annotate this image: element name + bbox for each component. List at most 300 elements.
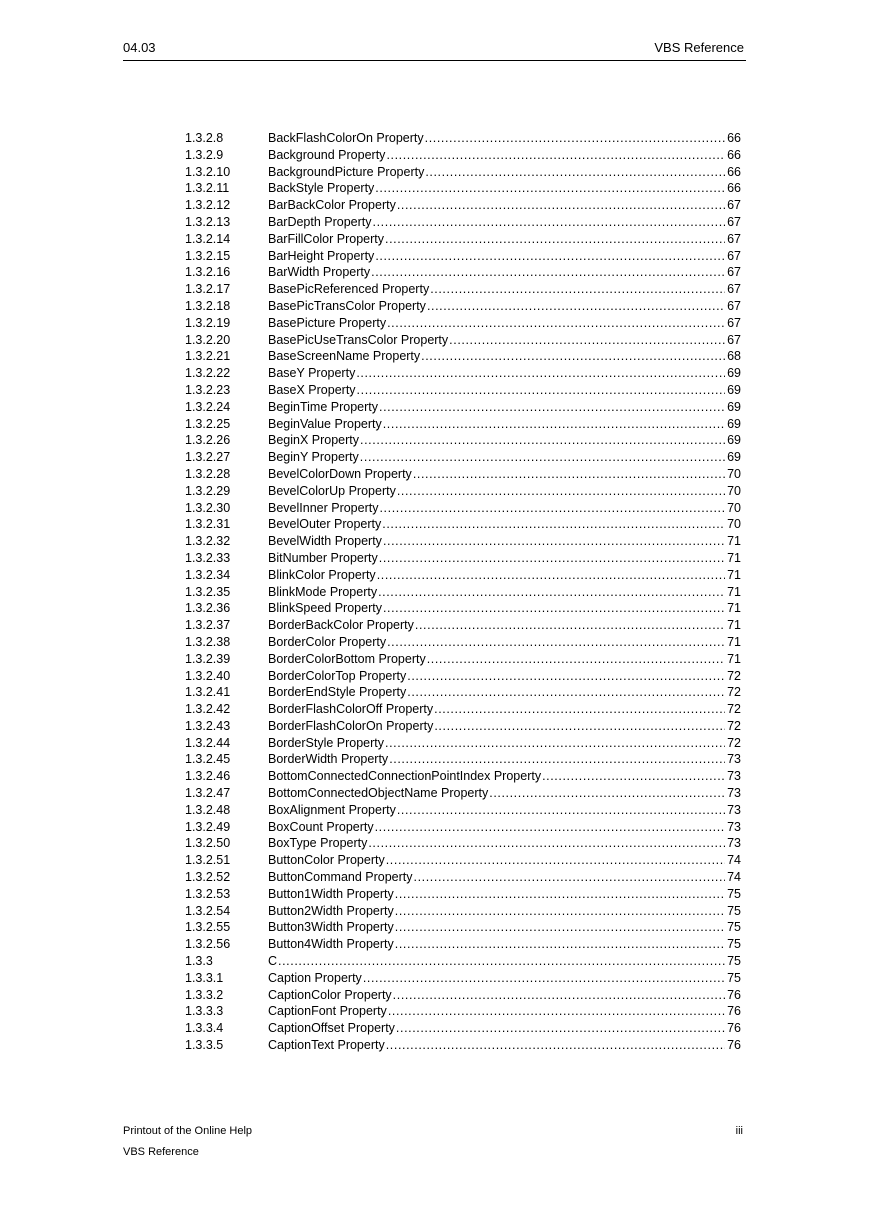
toc-row[interactable] [185,348,741,365]
toc-row[interactable] [185,550,741,567]
toc-number: 1.3.3.3 [185,1004,224,1019]
toc-number: 1.3.2.27 [185,450,231,465]
toc-entry[interactable] [268,1020,741,1037]
footer-source: Printout of the Online Help [123,1125,253,1137]
toc-number: 1.3.2.20 [185,332,231,347]
toc-row[interactable] [185,197,741,214]
toc-row[interactable] [185,231,741,248]
toc-page: 71 [727,567,741,582]
toc-entry[interactable] [268,903,741,920]
toc-title[interactable]: Button1Width Property [268,886,394,901]
toc-entry[interactable] [268,281,741,298]
toc-title[interactable]: BeginTime Property [268,399,378,414]
toc-number: 1.3.2.35 [185,584,231,599]
toc-leader-dots [387,315,725,332]
toc-number: 1.3.2.19 [185,315,231,330]
toc-row[interactable] [185,180,741,197]
toc-number: 1.3.2.41 [185,685,231,700]
toc-leader-dots [395,936,725,953]
toc-number: 1.3.2.34 [185,567,231,582]
toc-row[interactable] [185,567,741,584]
toc-row[interactable] [185,684,741,701]
toc-row[interactable] [185,668,741,685]
toc-entry[interactable] [268,516,741,533]
toc-page: 69 [727,416,741,431]
toc-number: 1.3.2.37 [185,618,231,633]
toc-leader-dots [356,365,725,382]
toc-title[interactable]: BitNumber Property [268,550,378,565]
toc-leader-dots [363,970,725,987]
toc-entry[interactable] [268,248,741,265]
toc-entry[interactable] [268,348,741,365]
toc-page: 67 [727,265,741,280]
toc-entry[interactable] [268,432,741,449]
toc-number: 1.3.2.29 [185,483,231,498]
toc-entry[interactable] [268,332,741,349]
toc-row[interactable] [185,449,741,466]
toc-leader-dots [427,651,725,668]
toc-leader-dots [385,231,725,248]
toc-leader-dots [542,768,725,785]
page-header [123,40,746,61]
toc-page: 72 [727,735,741,750]
toc-leader-dots [395,886,725,903]
toc-title[interactable]: BottomConnectedObjectName Property [268,786,489,801]
toc-entry[interactable] [268,751,741,768]
toc-number: 1.3.2.15 [185,248,231,263]
toc-entry[interactable] [268,500,741,517]
toc-title[interactable]: BoxType Property [268,836,368,851]
toc-entry[interactable] [268,382,741,399]
toc-title[interactable]: Button2Width Property [268,903,394,918]
toc-page: 66 [727,181,741,196]
toc-number: 1.3.2.26 [185,433,231,448]
toc-number: 1.3.2.42 [185,702,231,717]
toc-row[interactable] [185,516,741,533]
toc-entry[interactable] [268,701,741,718]
toc-title[interactable]: BaseX Property [268,382,356,397]
toc-entry[interactable] [268,617,741,634]
toc-number: 1.3.2.24 [185,399,231,414]
toc-page: 69 [727,433,741,448]
toc-number: 1.3.2.16 [185,265,231,280]
toc-entry[interactable] [268,197,741,214]
toc-leader-dots [430,281,725,298]
toc-number: 1.3.2.8 [185,131,224,145]
toc-number: 1.3.2.53 [185,886,231,901]
toc-title[interactable]: BasePicture Property [268,315,387,330]
toc-title[interactable]: BlinkColor Property [268,567,376,582]
toc-row[interactable] [185,634,741,651]
toc-entry[interactable] [268,315,741,332]
toc-row[interactable] [185,298,741,315]
toc-leader-dots [371,264,725,281]
toc-number: 1.3.2.31 [185,517,231,532]
toc-entry[interactable] [268,365,741,382]
toc-page: 75 [727,920,741,935]
toc-title[interactable]: BorderColorBottom Property [268,651,426,666]
toc-entry[interactable] [268,684,741,701]
toc-number: 1.3.2.14 [185,231,231,246]
toc-leader-dots [378,584,725,601]
toc-leader-dots [388,1003,725,1020]
toc-leader-dots [383,600,725,617]
toc-title[interactable]: CaptionText Property [268,1038,385,1053]
toc-leader-dots [375,248,725,265]
toc-page: 67 [727,298,741,313]
toc-title[interactable]: BevelColorDown Property [268,466,412,481]
toc-entry[interactable] [268,180,741,197]
toc-title[interactable]: Button4Width Property [268,937,394,952]
toc-leader-dots [357,382,726,399]
toc-row[interactable] [185,214,741,231]
toc-title[interactable]: BackFlashColorOn Property [268,131,424,145]
toc-row[interactable] [185,869,741,886]
toc-row[interactable] [185,735,741,752]
toc-number: 1.3.3.2 [185,987,224,1002]
toc-leader-dots [395,919,725,936]
toc-leader-dots [379,500,725,517]
toc-leader-dots [386,147,725,164]
toc-title[interactable]: BevelInner Property [268,500,379,515]
toc-page: 70 [727,500,741,515]
footer-title: VBS Reference [123,1146,199,1158]
toc-page: 69 [727,382,741,397]
toc-leader-dots [389,751,725,768]
toc-row[interactable] [185,617,741,634]
toc-entry[interactable] [268,164,741,181]
toc-number: 1.3.2.11 [185,181,230,196]
toc-leader-dots [382,516,725,533]
toc-number: 1.3.2.48 [185,802,231,817]
toc-entry[interactable] [268,550,741,567]
toc-page: 71 [727,634,741,649]
toc-row[interactable] [185,264,741,281]
toc-entry[interactable] [268,936,741,953]
toc-title[interactable]: BarHeight Property [268,248,375,263]
toc-number: 1.3.3 [185,954,213,969]
toc-page: 73 [727,802,741,817]
toc-row[interactable] [185,315,741,332]
toc-title[interactable]: BorderColorTop Property [268,668,407,683]
toc-entry[interactable] [268,718,741,735]
toc-page: 72 [727,718,741,733]
toc-number: 1.3.3.1 [185,970,224,985]
header-date: 04.03 [123,40,156,55]
toc-entry[interactable] [268,651,741,668]
toc-title[interactable]: Background Property [268,147,386,162]
toc-entry[interactable] [268,919,741,936]
toc-entry[interactable] [268,567,741,584]
toc-title[interactable]: Caption Property [268,970,362,985]
toc-number: 1.3.2.50 [185,836,231,851]
toc-entry[interactable] [268,416,741,433]
toc-number: 1.3.2.56 [185,937,231,952]
toc-page: 76 [727,1004,741,1019]
toc-leader-dots [373,214,726,231]
toc-entry[interactable] [268,852,741,869]
toc-title[interactable]: BasePicReferenced Property [268,282,430,297]
toc-title[interactable]: BarBackColor Property [268,198,396,213]
toc-title[interactable]: CaptionOffset Property [268,1021,395,1036]
toc-title[interactable]: BlinkMode Property [268,584,378,599]
toc-page: 71 [727,584,741,599]
toc-page: 67 [727,214,741,229]
toc-leader-dots [368,835,725,852]
toc-leader-dots [375,819,725,836]
toc-leader-dots [383,416,725,433]
toc-page: 73 [727,819,741,834]
toc-number: 1.3.2.32 [185,534,231,549]
toc-row[interactable] [185,953,741,970]
toc-row[interactable] [185,819,741,836]
toc-page: 75 [727,970,741,985]
toc-entry[interactable] [268,869,741,886]
toc-leader-dots [449,332,725,349]
toc-title[interactable]: BackgroundPicture Property [268,164,425,179]
toc-title[interactable]: BoxAlignment Property [268,802,396,817]
toc-title[interactable]: BaseScreenName Property [268,349,421,364]
toc-leader-dots [379,550,725,567]
toc-row[interactable] [185,332,741,349]
toc-row[interactable] [185,432,741,449]
toc-entry[interactable] [268,970,741,987]
toc-page: 75 [727,886,741,901]
toc-title[interactable]: BarDepth Property [268,214,372,229]
toc-row[interactable] [185,147,741,164]
toc-entry[interactable] [268,600,741,617]
toc-title[interactable]: BarFillColor Property [268,231,385,246]
toc-number: 1.3.2.55 [185,920,231,935]
toc-row[interactable] [185,751,741,768]
toc-page: 67 [727,248,741,263]
toc-page: 71 [727,534,741,549]
toc-leader-dots [395,903,725,920]
toc-number: 1.3.2.44 [185,735,231,750]
toc-page: 74 [727,870,741,885]
toc-number: 1.3.2.49 [185,819,231,834]
toc-entry[interactable] [268,886,741,903]
toc-page: 72 [727,668,741,683]
toc-row[interactable] [185,399,741,416]
toc-row[interactable] [185,768,741,785]
toc-leader-dots [383,533,725,550]
toc-number: 1.3.3.5 [185,1038,224,1053]
toc-entry[interactable] [268,466,741,483]
toc-leader-dots [397,197,725,214]
toc-page: 70 [727,483,741,498]
toc-number: 1.3.2.43 [185,718,231,733]
toc-leader-dots [407,668,725,685]
toc-number: 1.3.3.4 [185,1021,224,1036]
toc-number: 1.3.2.45 [185,752,231,767]
toc-row[interactable] [185,164,741,181]
toc-leader-dots [360,449,725,466]
toc-leader-dots [414,869,726,886]
toc-entry[interactable] [268,231,741,248]
toc-number: 1.3.2.38 [185,634,231,649]
toc-entry[interactable] [268,399,741,416]
toc-row[interactable] [185,600,741,617]
toc-leader-dots [385,735,725,752]
toc-row[interactable] [185,365,741,382]
toc-row[interactable] [185,1037,741,1054]
toc-title[interactable]: ButtonCommand Property [268,870,413,885]
toc-row[interactable] [185,919,741,936]
toc-number: 1.3.2.18 [185,298,231,313]
toc-number: 1.3.2.39 [185,651,231,666]
toc-row[interactable] [185,852,741,869]
toc-row[interactable] [185,701,741,718]
toc-entry[interactable] [268,1037,741,1054]
toc-number: 1.3.2.9 [185,147,224,162]
toc-leader-dots [407,684,725,701]
toc-row[interactable] [185,533,741,550]
toc-title[interactable]: C [268,954,278,969]
toc-leader-dots [421,348,725,365]
toc-title[interactable]: BevelColorUp Property [268,483,396,498]
toc-page: 76 [727,1038,741,1053]
toc-row[interactable] [185,500,741,517]
toc-title[interactable]: BlinkSpeed Property [268,601,382,616]
toc-leader-dots [375,180,725,197]
toc-leader-dots [278,953,725,970]
toc-entry[interactable] [268,835,741,852]
toc-page: 71 [727,550,741,565]
toc-page: 74 [727,853,741,868]
toc-number: 1.3.2.12 [185,198,231,213]
toc-row[interactable] [185,970,741,987]
toc-page: 71 [727,651,741,666]
toc-leader-dots [434,701,725,718]
toc-entry[interactable] [268,785,741,802]
toc-row[interactable] [185,651,741,668]
toc-leader-dots [397,483,725,500]
toc-page: 76 [727,987,741,1002]
toc-row[interactable] [185,483,741,500]
toc-number: 1.3.2.52 [185,870,231,885]
toc-leader-dots [387,634,725,651]
toc-row[interactable] [185,416,741,433]
toc-row[interactable] [185,584,741,601]
toc-row[interactable] [185,903,741,920]
toc-page: 66 [727,131,741,145]
toc-entry[interactable] [268,1003,741,1020]
toc-entry[interactable] [268,953,741,970]
toc-entry[interactable] [268,584,741,601]
toc-number: 1.3.2.30 [185,500,231,515]
toc-title[interactable]: BasePicTransColor Property [268,298,426,313]
toc-leader-dots [379,399,725,416]
toc-title[interactable]: BevelWidth Property [268,534,382,549]
toc-number: 1.3.2.46 [185,769,231,784]
toc-row[interactable] [185,987,741,1004]
toc-page: 67 [727,282,741,297]
toc-leader-dots [396,1020,725,1037]
toc-page: 72 [727,702,741,717]
toc-title[interactable]: CaptionFont Property [268,1004,387,1019]
toc-row[interactable] [185,785,741,802]
toc-row[interactable] [185,281,741,298]
toc-title[interactable]: Button3Width Property [268,920,394,935]
toc-entry[interactable] [268,533,741,550]
toc-leader-dots [427,298,725,315]
toc-entry[interactable] [268,264,741,281]
toc-leader-dots [413,466,725,483]
toc-page: 70 [727,466,741,481]
toc-leader-dots [393,987,725,1004]
toc-title[interactable]: BeginY Property [268,450,359,465]
toc-title[interactable]: BackStyle Property [268,181,375,196]
toc-title[interactable]: BarWidth Property [268,265,371,280]
toc-row[interactable] [185,130,741,147]
toc-page: 69 [727,366,741,381]
toc-title[interactable]: BottomConnectedConnectionPointIndex Property [268,769,542,784]
toc-entry[interactable] [268,214,741,231]
toc-number: 1.3.2.36 [185,601,231,616]
toc-title[interactable]: BorderColor Property [268,634,387,649]
toc-page: 75 [727,903,741,918]
toc-number: 1.3.2.17 [185,282,231,297]
toc-entry[interactable] [268,130,741,147]
toc-title[interactable]: BeginValue Property [268,416,382,431]
toc-row[interactable] [185,248,741,265]
toc-leader-dots [397,802,725,819]
toc-entry[interactable] [268,819,741,836]
toc-entry[interactable] [268,449,741,466]
toc-title[interactable]: BevelOuter Property [268,517,382,532]
toc-entry[interactable] [268,147,741,164]
toc-entry[interactable] [268,634,741,651]
toc-entry[interactable] [268,802,741,819]
toc-number: 1.3.2.10 [185,164,231,179]
toc-page: 73 [727,786,741,801]
toc-entry[interactable] [268,735,741,752]
toc-leader-dots [415,617,725,634]
toc-row[interactable] [185,936,741,953]
toc-entry[interactable] [268,987,741,1004]
toc-title[interactable]: BasePicUseTransColor Property [268,332,449,347]
toc-title[interactable]: BorderWidth Property [268,752,389,767]
toc-title[interactable]: BorderBackColor Property [268,618,414,633]
toc-row[interactable] [185,718,741,735]
toc-entry[interactable] [268,298,741,315]
toc-title[interactable]: BorderFlashColorOff Property [268,702,434,717]
toc-title[interactable]: BorderStyle Property [268,735,385,750]
toc-row[interactable] [185,382,741,399]
toc-row[interactable] [185,886,741,903]
toc-entry[interactable] [268,768,741,785]
toc-title[interactable]: CaptionColor Property [268,987,392,1002]
toc-title[interactable]: BorderFlashColorOn Property [268,718,434,733]
toc-leader-dots [434,718,725,735]
toc-title[interactable]: BoxCount Property [268,819,374,834]
toc-title[interactable]: BaseY Property [268,366,356,381]
toc-title[interactable]: BorderEndStyle Property [268,685,407,700]
toc-row[interactable] [185,466,741,483]
toc-row[interactable] [185,802,741,819]
toc-row[interactable] [185,1020,741,1037]
toc-title[interactable]: ButtonColor Property [268,853,385,868]
toc-row[interactable] [185,835,741,852]
toc-entry[interactable] [268,483,741,500]
toc-page: 67 [727,198,741,213]
toc-entry[interactable] [268,668,741,685]
toc-row[interactable] [185,1003,741,1020]
toc-page: 67 [727,231,741,246]
toc-page: 72 [727,685,741,700]
toc-title[interactable]: BeginX Property [268,433,360,448]
